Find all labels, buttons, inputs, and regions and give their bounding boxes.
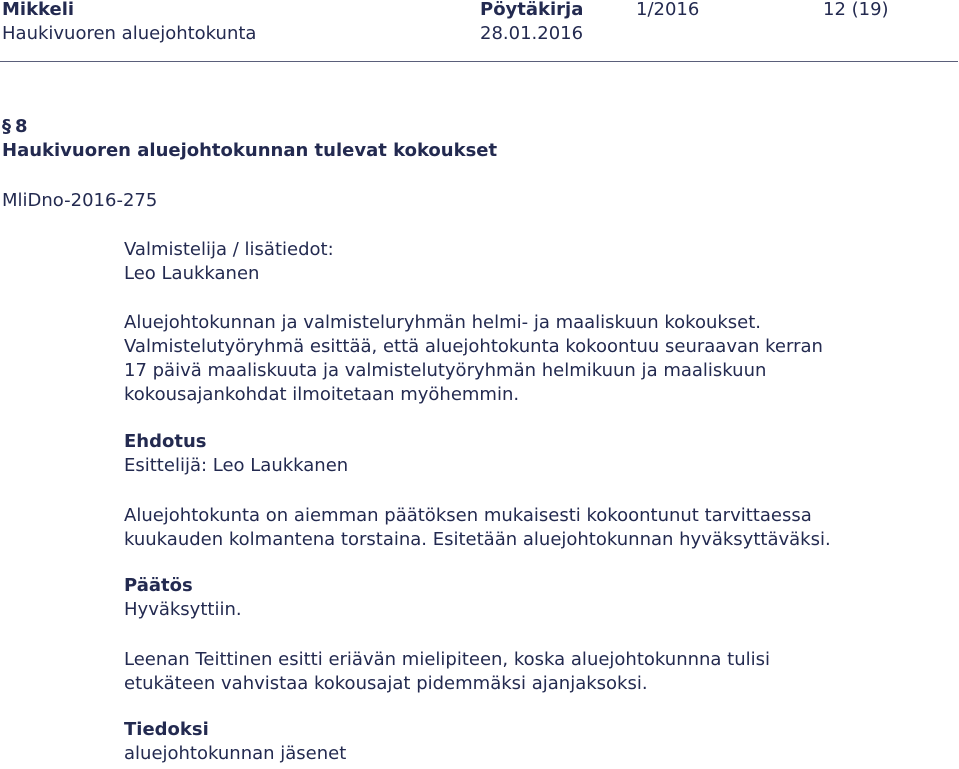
preparer-label: Valmistelija / lisätiedot: (124, 239, 334, 260)
notification-text: aluejohtokunnan jäsenet (124, 743, 347, 764)
description-line: 17 päivä maaliskuuta ja valmistelutyöryhmän helmikuun ja maaliskuun (124, 360, 767, 381)
description-line: Valmistelutyöryhmä esittää, että aluejohtokunta kokoontuu seuraavan kerran (124, 336, 823, 357)
header-doc-type: Pöytäkirja (480, 0, 584, 20)
notification-heading: Tiedoksi (124, 719, 209, 740)
preparer-block (124, 238, 334, 286)
preparer-name: Leo Laukkanen (124, 263, 260, 284)
header-divider (0, 61, 958, 62)
section-title: Haukivuoren aluejohtokunnan tulevat kokoukset (2, 140, 498, 161)
header-date: 28.01.2016 (480, 23, 584, 44)
dissent-block (124, 648, 770, 696)
description-line: kokousajankohdat ilmoitetaan myöhemmin. (124, 384, 520, 405)
proposal-text-block (124, 504, 831, 552)
section-sign-icon: § (2, 116, 11, 137)
section-number (2, 115, 28, 139)
header-doc-number: 1/2016 (636, 0, 700, 20)
description-block (124, 311, 823, 407)
notification-block (124, 718, 346, 766)
decision-block (124, 574, 242, 622)
dissent-line: etukäteen vahvistaa kokousajat pidemmäksi ajanjaksoksi. (124, 673, 648, 694)
diary-number: MliDno-2016-275 (2, 190, 158, 211)
description-line: Aluejohtokunnan ja valmisteluryhmän helmi- ja maaliskuun kokoukset. (124, 312, 762, 333)
header-organ: Haukivuoren aluejohtokunta (2, 23, 257, 44)
proposal-line: kuukauden kolmantena torstaina. Esitetään aluejohtokunnan hyväksyttäväksi. (124, 529, 831, 550)
proposal-presenter: Esittelijä: Leo Laukkanen (124, 455, 349, 476)
proposal-heading: Ehdotus (124, 431, 207, 452)
decision-heading: Päätös (124, 575, 193, 596)
decision-text: Hyväksyttiin. (124, 599, 242, 620)
section-number-value: 8 (15, 116, 28, 137)
dissent-line: Leenan Teittinen esitti eriävän mielipiteen, koska aluejohtokunnna tulisi (124, 649, 771, 670)
header-municipality: Mikkeli (2, 0, 75, 20)
proposal-line: Aluejohtokunta on aiemman päätöksen mukaisesti kokoontunut tarvittaessa (124, 505, 812, 526)
proposal-block (124, 430, 348, 478)
header-page-number: 12 (19) (823, 0, 889, 20)
